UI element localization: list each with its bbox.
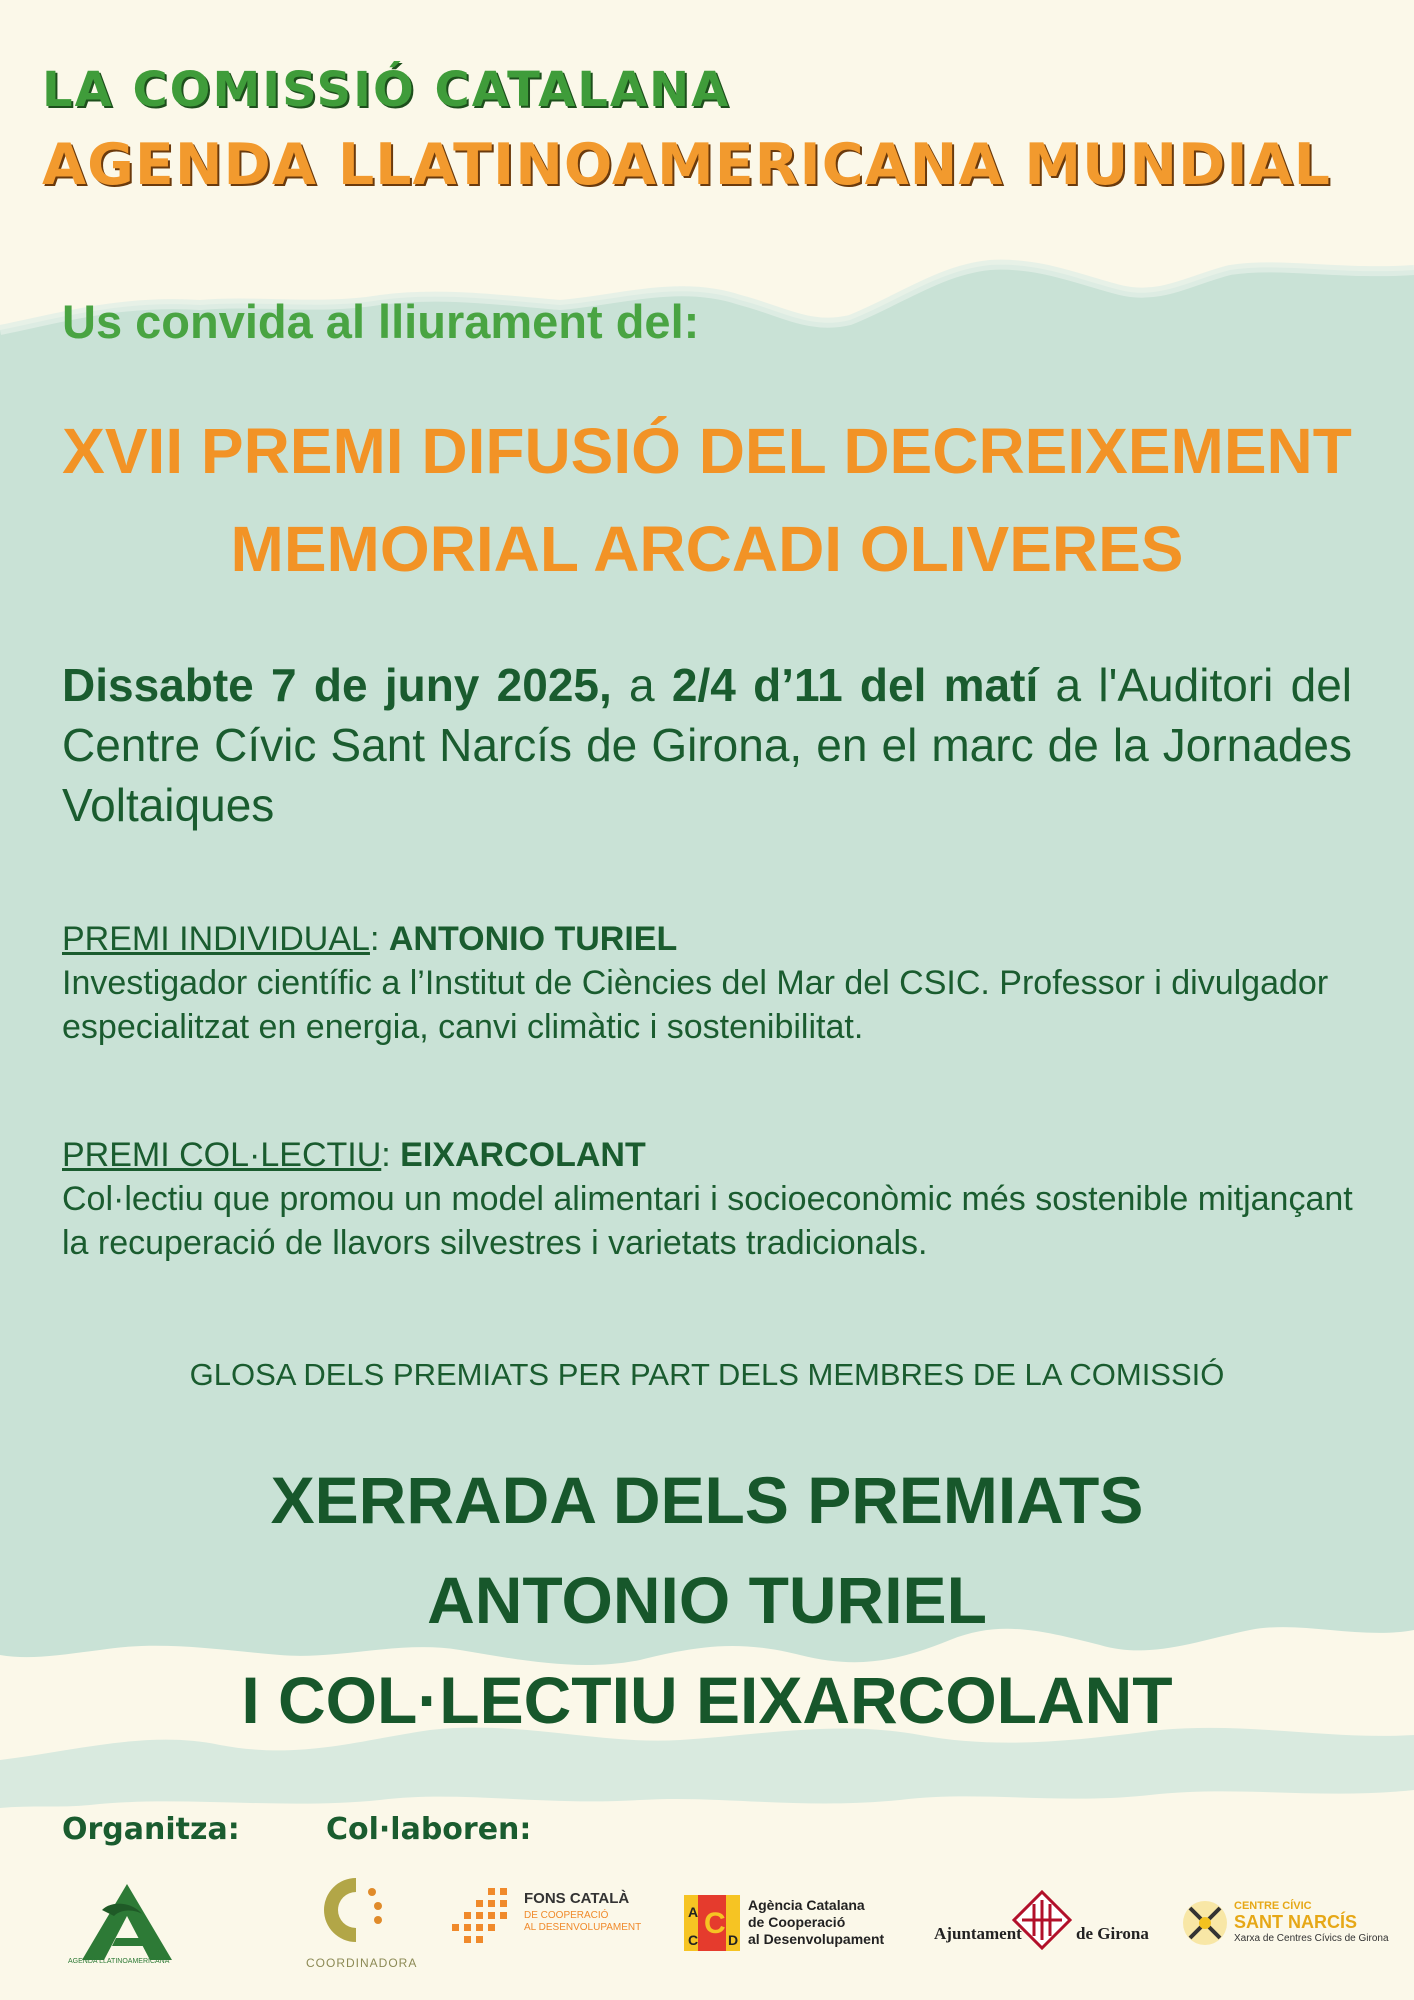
event-date: Dissabte 7 de juny 2025, — [62, 659, 612, 711]
ajuntament-left: Ajuntament — [934, 1924, 1022, 1943]
sant-narcis-line-2: SANT NARCÍS — [1234, 1912, 1358, 1932]
coordinadora-name: COORDINADORA — [306, 1956, 418, 1970]
prize-winner-name: EIXARCOLANT — [400, 1136, 646, 1174]
prize-individual — [62, 917, 1362, 1049]
event-place: a l'Auditori del Centre Cívic Sant Narcís de Girona, en el marc de la Jornades Voltaiques — [62, 659, 1353, 831]
prize-separator: : — [381, 1136, 401, 1174]
sant-narcis-line-1: CENTRE CÍVIC — [1234, 1900, 1312, 1912]
header-line-1: LA COMISSIÓ CATALANA — [42, 62, 731, 118]
event-details — [62, 655, 1352, 835]
accd-squares-icon — [684, 1895, 740, 1951]
coordinadora-c-icon — [306, 1872, 396, 1952]
organiza-label: Organitza: — [62, 1812, 240, 1847]
accd-line-2: de Cooperació — [748, 1914, 846, 1930]
lower-torn-band — [0, 1728, 1414, 1808]
accd-logo — [684, 1895, 904, 1951]
fons-catala-logo — [448, 1884, 658, 1964]
prize-heading — [62, 1133, 1362, 1177]
prize-label: PREMI INDIVIDUAL — [62, 920, 370, 958]
agenda-a-icon — [72, 1880, 182, 1970]
accd-line-1: Agència Catalana — [748, 1897, 865, 1913]
svg-text:D: D — [728, 1932, 739, 1948]
fons-sub-2: AL DESENVOLUPAMENT — [524, 1922, 642, 1933]
header-line-2: AGENDA LLATINOAMERICANA MUNDIAL — [42, 132, 1332, 198]
prize-winner-name: ANTONIO TURIEL — [388, 920, 678, 958]
fons-dots-icon — [448, 1884, 518, 1954]
award-title-line-1: XVII PREMI DIFUSIÓ DEL DECREIXEMENT — [62, 415, 1352, 487]
prize-separator: : — [369, 920, 389, 958]
sant-narcis-line-3: Xarxa de Centres Cívics de Girona — [1234, 1933, 1389, 1944]
girona-shield-icon — [1012, 1890, 1072, 1950]
prize-description: Col·lectiu que promou un model alimentari i socioeconòmic més sostenible mitjançant la recuperació de llavors silvestres i varietats tradicionals. — [62, 1180, 1353, 1262]
collaboren-label: Col·laboren: — [326, 1812, 532, 1847]
agenda-logo-name: AGENDA LLATINOAMERICANA — [68, 1958, 170, 1965]
prize-heading — [62, 917, 1362, 961]
ajuntament-right: de Girona — [1076, 1924, 1149, 1943]
event-time: 2/4 d’11 del matí — [671, 659, 1039, 711]
accd-line-3: al Desenvolupament — [748, 1931, 885, 1947]
prize-label: PREMI COL·LECTIU — [62, 1136, 382, 1174]
svg-text:C: C — [688, 1932, 699, 1948]
talk-title-line-2: ANTONIO TURIEL — [427, 1563, 987, 1637]
invite-text: Us convida al lliurament del: — [62, 295, 700, 348]
award-title-line-2: MEMORIAL ARCADI OLIVERES — [230, 513, 1184, 585]
talk-title-line-1: XERRADA DELS PREMIATS — [270, 1463, 1144, 1537]
sant-narcis-logo — [1180, 1898, 1410, 1948]
svg-text:C: C — [704, 1907, 726, 1940]
agenda-logo — [68, 1880, 182, 1970]
glosa-text: GLOSA DELS PREMIATS PER PART DELS MEMBRES DE LA COMISSIÓ — [189, 1357, 1225, 1392]
svg-text:A: A — [688, 1904, 699, 1920]
fons-name: FONS CATALÀ — [524, 1890, 630, 1907]
fons-sub-1: DE COOPERACIÓ — [524, 1910, 609, 1921]
prize-description: Investigador científic a l’Institut de Ciències del Mar del CSIC. Professor i divulgador especialitzat en energia, canvi climàtic i sostenibilitat. — [62, 964, 1329, 1046]
coordinadora-logo — [306, 1872, 418, 1982]
prize-collective — [62, 1133, 1362, 1265]
event-connector: a — [611, 659, 672, 711]
talk-title-line-3: I COL·LECTIU EIXARCOLANT — [241, 1663, 1173, 1737]
sant-narcis-icon — [1180, 1898, 1230, 1948]
ajuntament-logo — [934, 1888, 1149, 1958]
